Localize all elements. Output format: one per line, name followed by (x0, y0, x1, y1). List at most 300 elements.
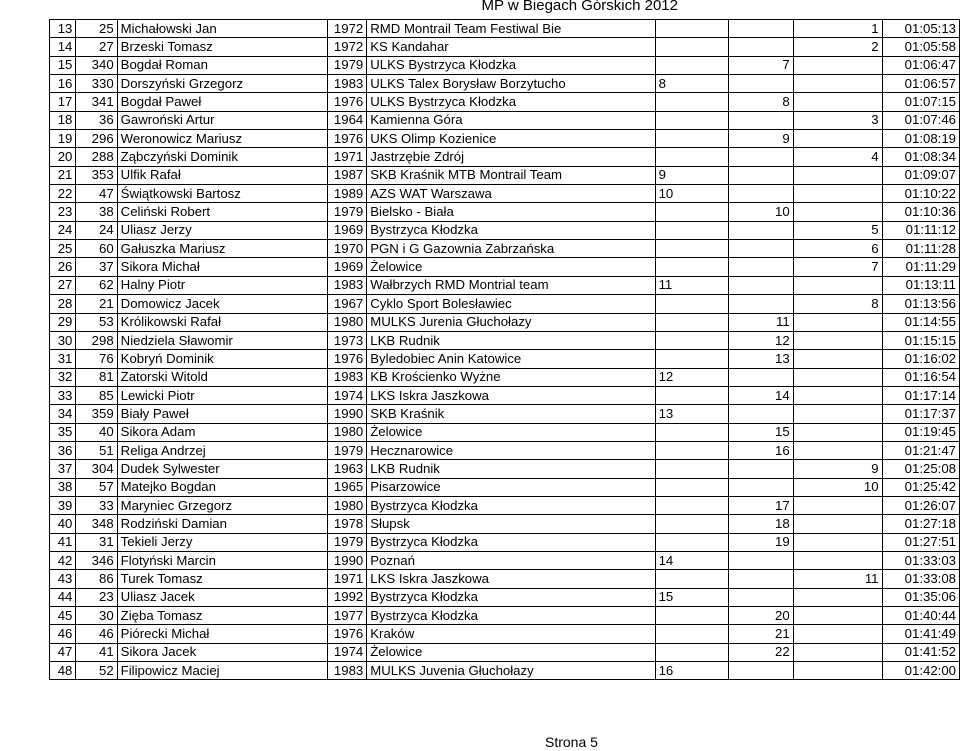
year-cell: 1979 (327, 203, 367, 221)
table-row (50, 368, 960, 386)
table-row (50, 276, 960, 294)
bib-cell: 23 (76, 588, 117, 606)
year-cell: 1990 (327, 405, 367, 423)
results-table (49, 19, 960, 680)
cat-place-3-cell: 1 (793, 20, 882, 38)
cat-place-3-cell (793, 551, 882, 569)
club-cell: Byledobiec Anin Katowice (367, 350, 655, 368)
place-cell: 43 (50, 570, 76, 588)
time-cell: 01:41:49 (882, 625, 959, 643)
year-cell: 1963 (327, 460, 367, 478)
name-cell: Sikora Michał (117, 258, 327, 276)
cat-place-3-cell (793, 386, 882, 404)
year-cell: 1983 (327, 75, 367, 93)
place-cell: 24 (50, 221, 76, 239)
year-cell: 1979 (327, 441, 367, 459)
cat-place-3-cell (793, 643, 882, 661)
bib-cell: 81 (76, 368, 117, 386)
name-cell: Ulfik Rafał (117, 166, 327, 184)
cat-place-2-cell (728, 221, 793, 239)
cat-place-2-cell (728, 295, 793, 313)
time-cell: 01:10:22 (882, 185, 959, 203)
cat-place-1-cell (655, 643, 728, 661)
time-cell: 01:25:42 (882, 478, 959, 496)
cat-place-2-cell: 19 (728, 533, 793, 551)
cat-place-3-cell: 6 (793, 240, 882, 258)
place-cell: 39 (50, 496, 76, 514)
place-cell: 29 (50, 313, 76, 331)
cat-place-1-cell (655, 111, 728, 129)
cat-place-3-cell (793, 350, 882, 368)
bib-cell: 37 (76, 258, 117, 276)
cat-place-2-cell (728, 588, 793, 606)
time-cell: 01:09:07 (882, 166, 959, 184)
year-cell: 1978 (327, 515, 367, 533)
place-cell: 37 (50, 460, 76, 478)
cat-place-2-cell (728, 368, 793, 386)
table-row (50, 441, 960, 459)
time-cell: 01:11:28 (882, 240, 959, 258)
club-cell: Pisarzowice (367, 478, 655, 496)
cat-place-1-cell (655, 38, 728, 56)
year-cell: 1971 (327, 570, 367, 588)
place-cell: 32 (50, 368, 76, 386)
cat-place-1-cell (655, 496, 728, 514)
table-row (50, 625, 960, 643)
cat-place-3-cell (793, 93, 882, 111)
cat-place-3-cell (793, 56, 882, 74)
table-row (50, 405, 960, 423)
cat-place-2-cell (728, 38, 793, 56)
place-cell: 40 (50, 515, 76, 533)
name-cell: Flotyński Marcin (117, 551, 327, 569)
club-cell: SKB Kraśnik (367, 405, 655, 423)
cat-place-1-cell (655, 478, 728, 496)
place-cell: 13 (50, 20, 76, 38)
cat-place-3-cell (793, 405, 882, 423)
place-cell: 33 (50, 386, 76, 404)
name-cell: Weronowicz Mariusz (117, 130, 327, 148)
place-cell: 44 (50, 588, 76, 606)
place-cell: 14 (50, 38, 76, 56)
club-cell: KB Krościenko Wyżne (367, 368, 655, 386)
cat-place-3-cell (793, 203, 882, 221)
cat-place-3-cell (793, 368, 882, 386)
cat-place-3-cell: 5 (793, 221, 882, 239)
cat-place-1-cell (655, 221, 728, 239)
club-cell: Żelowice (367, 423, 655, 441)
year-cell: 1976 (327, 350, 367, 368)
year-cell: 1992 (327, 588, 367, 606)
cat-place-1-cell (655, 570, 728, 588)
name-cell: Domowicz Jacek (117, 295, 327, 313)
club-cell: Żelowice (367, 643, 655, 661)
table-row (50, 607, 960, 625)
year-cell: 1969 (327, 221, 367, 239)
club-cell: Bielsko - Biała (367, 203, 655, 221)
cat-place-3-cell: 10 (793, 478, 882, 496)
bib-cell: 53 (76, 313, 117, 331)
club-cell: LKS Iskra Jaszkowa (367, 570, 655, 588)
club-cell: Kamienna Góra (367, 111, 655, 129)
cat-place-3-cell (793, 662, 882, 680)
club-cell: ULKS Bystrzyca Kłodzka (367, 93, 655, 111)
table-row (50, 221, 960, 239)
year-cell: 1977 (327, 607, 367, 625)
time-cell: 01:16:02 (882, 350, 959, 368)
cat-place-2-cell: 22 (728, 643, 793, 661)
bib-cell: 31 (76, 533, 117, 551)
year-cell: 1980 (327, 496, 367, 514)
table-row (50, 460, 960, 478)
cat-place-2-cell: 17 (728, 496, 793, 514)
time-cell: 01:08:19 (882, 130, 959, 148)
year-cell: 1969 (327, 258, 367, 276)
place-cell: 36 (50, 441, 76, 459)
bib-cell: 330 (76, 75, 117, 93)
cat-place-2-cell: 16 (728, 441, 793, 459)
table-row (50, 56, 960, 74)
cat-place-2-cell (728, 551, 793, 569)
cat-place-1-cell: 10 (655, 185, 728, 203)
table-row (50, 496, 960, 514)
table-row (50, 20, 960, 38)
table-row (50, 551, 960, 569)
club-cell: SKB Kraśnik MTB Montrail Team (367, 166, 655, 184)
bib-cell: 341 (76, 93, 117, 111)
place-cell: 48 (50, 662, 76, 680)
bib-cell: 52 (76, 662, 117, 680)
table-row (50, 203, 960, 221)
cat-place-2-cell (728, 185, 793, 203)
table-row (50, 258, 960, 276)
cat-place-2-cell: 11 (728, 313, 793, 331)
place-cell: 28 (50, 295, 76, 313)
bib-cell: 296 (76, 130, 117, 148)
cat-place-3-cell (793, 515, 882, 533)
bib-cell: 47 (76, 185, 117, 203)
cat-place-2-cell: 20 (728, 607, 793, 625)
cat-place-1-cell (655, 441, 728, 459)
place-cell: 17 (50, 93, 76, 111)
year-cell: 1990 (327, 551, 367, 569)
bib-cell: 298 (76, 331, 117, 349)
place-cell: 46 (50, 625, 76, 643)
name-cell: Gawroński Artur (117, 111, 327, 129)
name-cell: Michałowski Jan (117, 20, 327, 38)
name-cell: Dorszyński Grzegorz (117, 75, 327, 93)
club-cell: Bystrzyca Kłodzka (367, 607, 655, 625)
place-cell: 26 (50, 258, 76, 276)
cat-place-2-cell (728, 166, 793, 184)
club-cell: MULKS Jurenia Głuchołazy (367, 313, 655, 331)
cat-place-3-cell: 11 (793, 570, 882, 588)
name-cell: Religa Andrzej (117, 441, 327, 459)
cat-place-1-cell (655, 423, 728, 441)
year-cell: 1983 (327, 368, 367, 386)
time-cell: 01:33:03 (882, 551, 959, 569)
name-cell: Sikora Adam (117, 423, 327, 441)
table-row (50, 295, 960, 313)
table-row (50, 588, 960, 606)
club-cell: ULKS Bystrzyca Kłodzka (367, 56, 655, 74)
name-cell: Uliasz Jerzy (117, 221, 327, 239)
name-cell: Piórecki Michał (117, 625, 327, 643)
table-row (50, 570, 960, 588)
name-cell: Filipowicz Maciej (117, 662, 327, 680)
cat-place-2-cell: 13 (728, 350, 793, 368)
place-cell: 25 (50, 240, 76, 258)
cat-place-1-cell (655, 93, 728, 111)
cat-place-1-cell (655, 20, 728, 38)
time-cell: 01:26:07 (882, 496, 959, 514)
club-cell: Hecznarowice (367, 441, 655, 459)
bib-cell: 304 (76, 460, 117, 478)
place-cell: 18 (50, 111, 76, 129)
place-cell: 19 (50, 130, 76, 148)
time-cell: 01:40:44 (882, 607, 959, 625)
name-cell: Zatorski Witold (117, 368, 327, 386)
table-row (50, 331, 960, 349)
cat-place-1-cell: 12 (655, 368, 728, 386)
name-cell: Kobryń Dominik (117, 350, 327, 368)
time-cell: 01:41:52 (882, 643, 959, 661)
club-cell: PGN i G Gazownia Zabrzańska (367, 240, 655, 258)
year-cell: 1972 (327, 38, 367, 56)
time-cell: 01:16:54 (882, 368, 959, 386)
cat-place-1-cell: 9 (655, 166, 728, 184)
club-cell: MULKS Juvenia Głuchołazy (367, 662, 655, 680)
time-cell: 01:14:55 (882, 313, 959, 331)
year-cell: 1983 (327, 662, 367, 680)
cat-place-2-cell: 8 (728, 93, 793, 111)
year-cell: 1976 (327, 93, 367, 111)
time-cell: 01:05:58 (882, 38, 959, 56)
name-cell: Bogdał Paweł (117, 93, 327, 111)
place-cell: 15 (50, 56, 76, 74)
year-cell: 1972 (327, 20, 367, 38)
cat-place-1-cell (655, 258, 728, 276)
year-cell: 1979 (327, 533, 367, 551)
page-number: Strona 5 (545, 734, 598, 750)
name-cell: Lewicki Piotr (117, 386, 327, 404)
cat-place-1-cell (655, 130, 728, 148)
table-row (50, 533, 960, 551)
year-cell: 1979 (327, 56, 367, 74)
club-cell: UKS Olimp Kozienice (367, 130, 655, 148)
place-cell: 31 (50, 350, 76, 368)
year-cell: 1989 (327, 185, 367, 203)
place-cell: 21 (50, 166, 76, 184)
time-cell: 01:27:51 (882, 533, 959, 551)
club-cell: ULKS Talex Borysław Borzytucho (367, 75, 655, 93)
club-cell: Słupsk (367, 515, 655, 533)
bib-cell: 76 (76, 350, 117, 368)
bib-cell: 30 (76, 607, 117, 625)
name-cell: Gałuszka Mariusz (117, 240, 327, 258)
cat-place-3-cell (793, 423, 882, 441)
table-row (50, 166, 960, 184)
time-cell: 01:11:29 (882, 258, 959, 276)
name-cell: Rodziński Damian (117, 515, 327, 533)
cat-place-2-cell: 10 (728, 203, 793, 221)
name-cell: Królikowski Rafał (117, 313, 327, 331)
cat-place-1-cell: 16 (655, 662, 728, 680)
cat-place-1-cell (655, 350, 728, 368)
name-cell: Zięba Tomasz (117, 607, 327, 625)
time-cell: 01:07:46 (882, 111, 959, 129)
bib-cell: 38 (76, 203, 117, 221)
place-cell: 20 (50, 148, 76, 166)
club-cell: LKB Rudnik (367, 331, 655, 349)
name-cell: Uliasz Jacek (117, 588, 327, 606)
club-cell: Jastrzębie Zdrój (367, 148, 655, 166)
year-cell: 1980 (327, 423, 367, 441)
bib-cell: 21 (76, 295, 117, 313)
time-cell: 01:08:34 (882, 148, 959, 166)
cat-place-1-cell (655, 203, 728, 221)
year-cell: 1973 (327, 331, 367, 349)
table-row (50, 515, 960, 533)
bib-cell: 27 (76, 38, 117, 56)
table-row (50, 240, 960, 258)
cat-place-1-cell: 13 (655, 405, 728, 423)
place-cell: 45 (50, 607, 76, 625)
cat-place-2-cell (728, 570, 793, 588)
name-cell: Brzeski Tomasz (117, 38, 327, 56)
name-cell: Dudek Sylwester (117, 460, 327, 478)
time-cell: 01:25:08 (882, 460, 959, 478)
cat-place-2-cell: 15 (728, 423, 793, 441)
year-cell: 1965 (327, 478, 367, 496)
place-cell: 47 (50, 643, 76, 661)
results-table-body (50, 20, 960, 680)
time-cell: 01:11:12 (882, 221, 959, 239)
time-cell: 01:19:45 (882, 423, 959, 441)
club-cell: Bystrzyca Kłodzka (367, 588, 655, 606)
year-cell: 1967 (327, 295, 367, 313)
bib-cell: 353 (76, 166, 117, 184)
table-row (50, 313, 960, 331)
table-row (50, 478, 960, 496)
bib-cell: 41 (76, 643, 117, 661)
table-row (50, 111, 960, 129)
cat-place-3-cell: 9 (793, 460, 882, 478)
cat-place-2-cell: 9 (728, 130, 793, 148)
bib-cell: 359 (76, 405, 117, 423)
club-cell: Kraków (367, 625, 655, 643)
time-cell: 01:10:36 (882, 203, 959, 221)
time-cell: 01:33:08 (882, 570, 959, 588)
year-cell: 1987 (327, 166, 367, 184)
club-cell: Bystrzyca Kłodzka (367, 533, 655, 551)
place-cell: 35 (50, 423, 76, 441)
cat-place-2-cell: 7 (728, 56, 793, 74)
cat-place-2-cell (728, 75, 793, 93)
table-row (50, 662, 960, 680)
bib-cell: 57 (76, 478, 117, 496)
club-cell: LKB Rudnik (367, 460, 655, 478)
time-cell: 01:21:47 (882, 441, 959, 459)
name-cell: Turek Tomasz (117, 570, 327, 588)
cat-place-3-cell (793, 313, 882, 331)
bib-cell: 46 (76, 625, 117, 643)
name-cell: Świątkowski Bartosz (117, 185, 327, 203)
place-cell: 38 (50, 478, 76, 496)
name-cell: Niedziela Sławomir (117, 331, 327, 349)
cat-place-2-cell: 12 (728, 331, 793, 349)
cat-place-1-cell: 8 (655, 75, 728, 93)
cat-place-3-cell (793, 331, 882, 349)
cat-place-3-cell (793, 130, 882, 148)
cat-place-3-cell (793, 441, 882, 459)
name-cell: Matejko Bogdan (117, 478, 327, 496)
cat-place-3-cell: 2 (793, 38, 882, 56)
bib-cell: 288 (76, 148, 117, 166)
place-cell: 41 (50, 533, 76, 551)
year-cell: 1980 (327, 313, 367, 331)
cat-place-3-cell (793, 533, 882, 551)
bib-cell: 346 (76, 551, 117, 569)
cat-place-3-cell (793, 166, 882, 184)
time-cell: 01:17:14 (882, 386, 959, 404)
cat-place-3-cell: 4 (793, 148, 882, 166)
time-cell: 01:13:56 (882, 295, 959, 313)
table-row (50, 148, 960, 166)
cat-place-1-cell (655, 295, 728, 313)
name-cell: Ząbczyński Dominik (117, 148, 327, 166)
place-cell: 23 (50, 203, 76, 221)
time-cell: 01:35:06 (882, 588, 959, 606)
page-header-title: MP w Biegach Górskich 2012 (481, 0, 678, 14)
bib-cell: 25 (76, 20, 117, 38)
cat-place-3-cell (793, 496, 882, 514)
name-cell: Biały Paweł (117, 405, 327, 423)
cat-place-3-cell (793, 75, 882, 93)
time-cell: 01:13:11 (882, 276, 959, 294)
year-cell: 1971 (327, 148, 367, 166)
time-cell: 01:06:47 (882, 56, 959, 74)
bib-cell: 36 (76, 111, 117, 129)
cat-place-3-cell: 7 (793, 258, 882, 276)
time-cell: 01:17:37 (882, 405, 959, 423)
cat-place-2-cell (728, 478, 793, 496)
cat-place-3-cell (793, 185, 882, 203)
year-cell: 1976 (327, 130, 367, 148)
year-cell: 1983 (327, 276, 367, 294)
cat-place-3-cell (793, 588, 882, 606)
place-cell: 27 (50, 276, 76, 294)
time-cell: 01:27:18 (882, 515, 959, 533)
bib-cell: 340 (76, 56, 117, 74)
table-row (50, 423, 960, 441)
place-cell: 16 (50, 75, 76, 93)
time-cell: 01:15:15 (882, 331, 959, 349)
cat-place-1-cell (655, 148, 728, 166)
table-row (50, 643, 960, 661)
bib-cell: 60 (76, 240, 117, 258)
cat-place-2-cell (728, 258, 793, 276)
cat-place-1-cell: 15 (655, 588, 728, 606)
club-cell: AZS WAT Warszawa (367, 185, 655, 203)
name-cell: Sikora Jacek (117, 643, 327, 661)
club-cell: KS Kandahar (367, 38, 655, 56)
cat-place-2-cell (728, 405, 793, 423)
table-row (50, 75, 960, 93)
table-row (50, 130, 960, 148)
cat-place-1-cell (655, 607, 728, 625)
club-cell: Żelowice (367, 258, 655, 276)
